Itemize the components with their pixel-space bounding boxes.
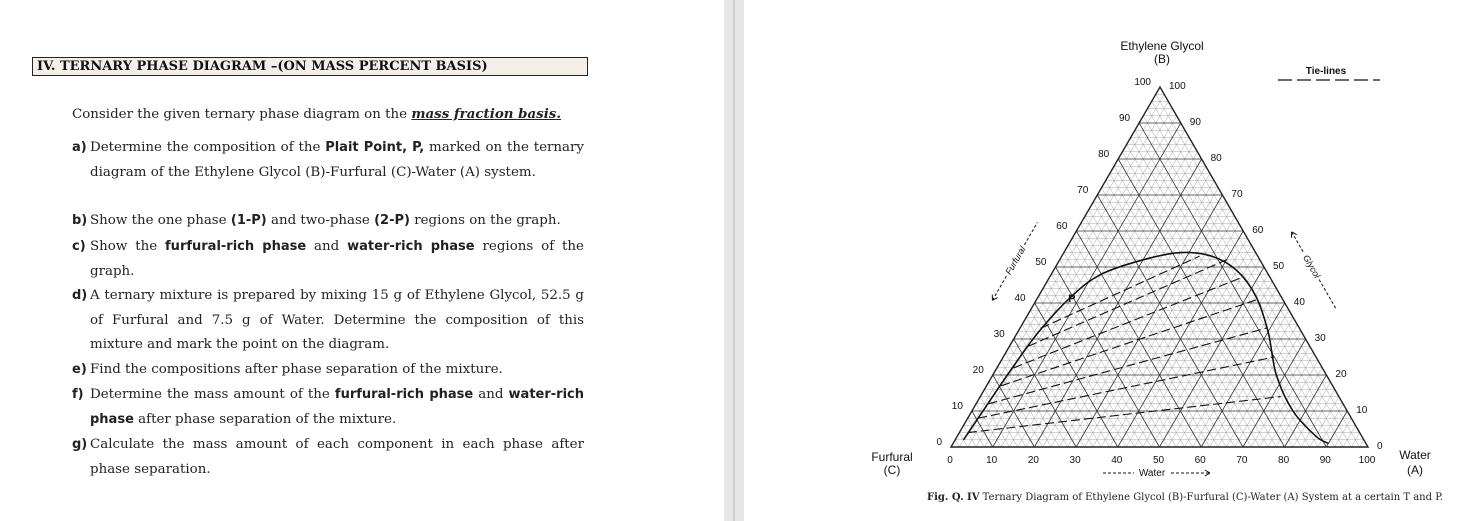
top-vertex-symbol: (B) — [1154, 52, 1170, 66]
legend-label: Tie-lines — [1305, 66, 1347, 77]
water-axis-indicator — [1103, 468, 1210, 479]
fine-grid-line — [1081, 224, 1210, 447]
plait-point-label: P — [1068, 292, 1076, 305]
right-vertex-label: Water — [1399, 448, 1431, 462]
axis-arrow-line — [1024, 222, 1037, 245]
fine-grid-line — [980, 397, 1009, 447]
bold-part: furfural-rich phase — [334, 387, 474, 402]
bottom-tick-label: 70 — [1236, 455, 1248, 466]
right-tick-label: 20 — [1335, 369, 1347, 380]
left-tick-label: 90 — [1118, 113, 1131, 124]
grid-line-water — [993, 123, 1181, 447]
text-part: Find the compositions after phase separation of the mixture. — [90, 362, 503, 377]
left-vertex-label: Furfural — [871, 450, 913, 464]
fine-grid-line — [1030, 310, 1109, 447]
section-title: IV. TERNARY PHASE DIAGRAM –(ON MASS PERCENT BASIS) — [32, 57, 588, 76]
main-grid — [972, 123, 1347, 447]
tie-line — [968, 397, 1281, 433]
text-part: Show the one phase — [90, 213, 231, 228]
left-tick-label: 40 — [1014, 293, 1026, 304]
bold-part: water-rich phase — [347, 239, 475, 254]
fine-grid-line — [1072, 238, 1193, 447]
fine-grid-line — [1176, 281, 1272, 447]
left-tick-label: 10 — [951, 401, 963, 412]
grid-line-furfural — [1139, 123, 1326, 447]
bold-part: furfural-rich phase — [165, 239, 307, 254]
fine-grid-line — [1064, 253, 1176, 447]
axis-arrow-line — [992, 276, 1006, 300]
left-tick-label: 60 — [1056, 221, 1068, 232]
text-part: Determine the composition of the — [90, 140, 326, 155]
text-part: and — [473, 387, 509, 402]
grid-line-water — [1243, 339, 1306, 447]
bottom-tick-label: 90 — [1319, 455, 1331, 466]
question-label: b) — [72, 213, 88, 228]
right-tick-label: 70 — [1231, 189, 1243, 200]
right-tick-label: 30 — [1314, 333, 1326, 344]
fine-grid-line — [1193, 296, 1281, 447]
water-axis-label: Water — [1138, 468, 1166, 479]
left-tick-label: 50 — [1035, 257, 1047, 268]
right-tick-label: 100 — [1169, 81, 1186, 92]
left-tick-label: 0 — [936, 437, 942, 448]
top-vertex-label: Ethylene Glycol — [1120, 39, 1204, 53]
right-tick-label: 90 — [1189, 117, 1201, 128]
fine-grid-line — [1039, 296, 1126, 447]
right-tick-label: 40 — [1293, 297, 1305, 308]
fine-grid — [955, 94, 1364, 447]
intro-emphasis: mass fraction basis. — [411, 106, 562, 122]
right-tick-label: 80 — [1210, 153, 1222, 164]
fine-grid-line — [1293, 382, 1331, 447]
binodal-curve — [964, 252, 1329, 443]
right-vertex-symbol: (A) — [1407, 463, 1423, 477]
left-tick-label: 80 — [1098, 149, 1110, 160]
question-label: e) — [72, 362, 87, 377]
axis-arrow-line — [1292, 232, 1305, 254]
caption-text: Ternary Diagram of Ethylene Glycol (B)-Furfural (C)-Water (A) System at a certain T and P. — [979, 492, 1444, 503]
fine-grid-line — [1156, 94, 1360, 447]
grid-line-water — [1076, 195, 1222, 447]
intro-text: Consider the given ternary phase diagram on the — [72, 107, 412, 122]
fine-grid-line — [1360, 440, 1364, 447]
left-vertex-symbol: (C) — [883, 463, 901, 477]
bold-part: (2-P) — [374, 213, 410, 228]
axis-arrow-line — [1319, 279, 1336, 308]
text-part: and two-phase — [266, 213, 375, 228]
grid-line-water — [1160, 267, 1265, 447]
question-label: g) — [72, 437, 88, 452]
bottom-tick-label: 20 — [1027, 455, 1039, 466]
grid-line-furfural — [972, 411, 993, 447]
left-tick-label: 20 — [972, 365, 984, 376]
right-tick-label: 50 — [1273, 261, 1285, 272]
text-part: regions of the graph. — [90, 239, 584, 279]
bold-part: water-rich phase — [90, 387, 584, 427]
bottom-tick-label: 50 — [1152, 455, 1165, 466]
left-tick-label: 100 — [1134, 77, 1151, 88]
fine-grid-line — [1043, 166, 1206, 447]
bottom-tick-label: 80 — [1278, 455, 1290, 466]
question-label: c) — [72, 239, 86, 254]
bottom-tick-label: 40 — [1111, 455, 1123, 466]
right-tick-label: 0 — [1377, 441, 1383, 452]
right-tick-label: 60 — [1252, 225, 1264, 236]
fine-grid-line — [1122, 152, 1293, 447]
text-part: regions on the graph. — [409, 213, 561, 228]
fine-grid-line — [1126, 238, 1247, 447]
fine-grid-line — [959, 94, 1164, 447]
right-tick-label: 10 — [1356, 405, 1368, 416]
left-tick-label: 30 — [993, 329, 1005, 340]
bold-part: (1-P) — [230, 213, 267, 228]
furfural-axis-indicator — [988, 220, 1042, 303]
text-part: and — [306, 239, 348, 254]
text-part: A ternary mixture is prepared by mixing 15 g of Ethylene Glycol, 52.5 g of Furfural and 7.5 g of Water. Determine the composition of this mixture and mark the point on the diagram. — [90, 288, 584, 352]
text-part: after phase separation of the mixture. — [133, 411, 397, 427]
furfural-axis-label: Furfural — [1003, 244, 1028, 277]
fine-grid-line — [1310, 397, 1339, 447]
left-tick-label: 70 — [1077, 185, 1089, 196]
grid-line-water — [1326, 411, 1347, 447]
caption-label: Fig. Q. IV — [927, 492, 980, 503]
text-part: Show the — [90, 239, 166, 254]
bottom-tick-label: 60 — [1194, 455, 1206, 466]
glycol-axis-label: Glycol — [1301, 253, 1323, 280]
figure-caption — [927, 492, 1447, 503]
fine-grid-line — [1026, 152, 1197, 447]
bottom-tick-label: 100 — [1358, 455, 1376, 466]
text-part: marked on the ternary diagram of the Ethylene Glycol (B)-Furfural (C)-Water (A) system. — [90, 140, 584, 180]
fine-grid-line — [955, 440, 959, 447]
bottom-tick-label: 30 — [1069, 455, 1081, 466]
fine-grid-line — [1143, 253, 1256, 447]
fine-grid-line — [1114, 166, 1276, 447]
question-label: d) — [72, 288, 88, 303]
bold-part: Plait Point, P, — [325, 140, 425, 155]
text-part: Calculate the mass amount of each component in each phase after phase separation. — [90, 437, 584, 477]
question-label: a) — [72, 140, 87, 155]
tie-line — [978, 357, 1274, 418]
question-label: f) — [72, 387, 84, 402]
text-part: Determine the mass amount of the — [90, 387, 335, 402]
bottom-tick-label: 0 — [947, 455, 953, 466]
bottom-tick-label: 10 — [986, 455, 998, 466]
